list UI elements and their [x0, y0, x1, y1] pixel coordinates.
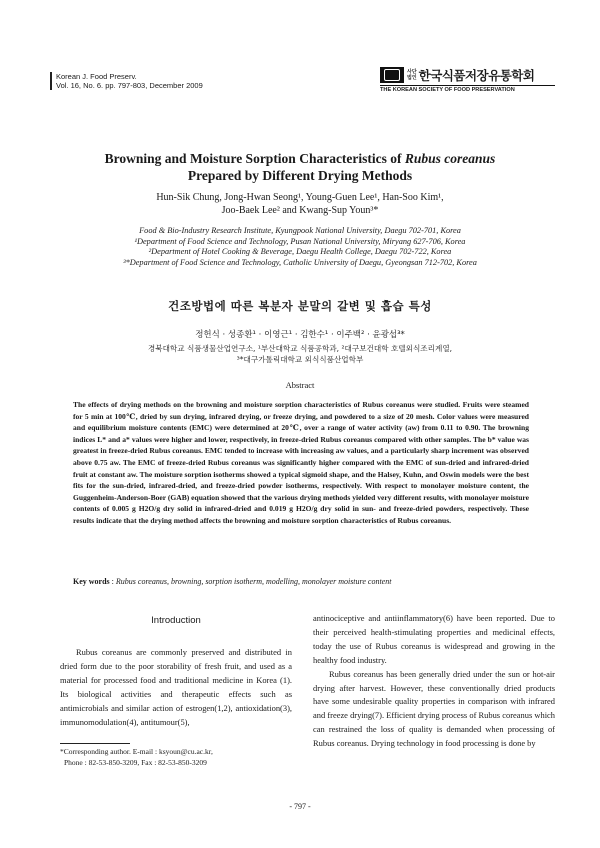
- affiliation-list: [40, 226, 560, 268]
- paragraph: Rubus coreanus are commonly preserved and distributed in dried form due to the poor storability of fresh fruit, and used as a material for processed food and traditional medicine in Korea (1). Its biological activities and therapeutic effects such as antimicrobials and similar action of estrogen(1,2), antioxidation(3), immunomodulation(4), antitumour(5),: [60, 647, 292, 727]
- corresponding-author-footnote: *Corresponding author. E-mail : ksyoun@cu.ac.kr, Phone : 82-53-850-3209, Fax : 82-53-850-3209: [60, 747, 213, 767]
- page-number: - 797 -: [289, 802, 311, 811]
- journal-citation: [50, 72, 203, 90]
- society-name-korean: 한국식품저장유통학회: [418, 68, 535, 83]
- society-prefix: 사단 법인: [407, 69, 417, 81]
- keywords-label: Key words: [73, 577, 110, 586]
- korean-affiliations: 경북대학교 식품생물산업연구소, ¹부산대학교 식품공학과, ²대구보건대학 호텔외식조리계열, ³*대구가톨릭대학교 외식식품산업학부: [147, 344, 453, 364]
- body-column-right: [313, 612, 555, 751]
- body-column-left: [60, 646, 292, 729]
- abstract-heading: Abstract: [285, 380, 315, 390]
- paragraph: antinociceptive and antiinflammatory(6) have been reported. Due to their perceived health-stimulating properties and medicinal effects, today the use of Rubus coreanus is widespread and growing in the healthy food industry.: [313, 613, 555, 665]
- footnote-divider: [60, 743, 130, 744]
- paper-title: Browning and Moisture Sorption Characteristics of Rubus coreanus Prepared by Different Drying Methods: [104, 151, 496, 183]
- journal-name: Korean J. Food Preserv.: [56, 72, 137, 81]
- affiliation: Food & Bio-Industry Research Institute, Kyungpook National University, Daegu 702-701, Korea: [139, 226, 461, 235]
- paragraph: Rubus coreanus has been generally dried under the sun or hot-air drying after harvest. However, these conventionally dried products have some undesirable quality properties in comparison with infrared and freeze drying(7). Efficient drying process of Rubus coreanus which can restrained the loss of quality is demanded when processing of Rubus coreanus. Drying technology in food processing is done by: [313, 668, 555, 749]
- society-logo: [380, 66, 555, 93]
- affiliation: ¹Department of Food Science and Technology, Pusan National University, Miryang 627-706, Korea: [134, 236, 466, 246]
- keywords-text: Rubus coreanus, browning, sorption isotherm, modelling, monolayer moisture content: [115, 577, 392, 586]
- korean-authors: 정헌식 · 성종환¹ · 이영근¹ · 김한수¹ · 이주백² · 윤광섭³*: [195, 330, 405, 340]
- society-emblem-icon: [380, 67, 404, 83]
- introduction-heading: Introduction: [151, 615, 201, 626]
- journal-volume: Vol. 16, No. 6. pp. 797-803, December 2009: [56, 81, 203, 90]
- author-list: Hun-Sik Chung, Jong-Hwan Seong¹, Young-Guen Lee¹, Han-Soo Kim¹, Joo-Baek Lee² and Kwang-Sup Youn³*: [156, 192, 444, 216]
- affiliation: ²Department of Hotel Cooking & Beverage, Daegu Health College, Daegu 702-722, Korea: [148, 247, 452, 256]
- korean-title: 건조방법에 따른 복분자 분말의 갈변 및 흡습 특성: [168, 299, 432, 313]
- affiliation: ³*Department of Food Science and Technology, Catholic University of Daegu, Gyeongsan 712-702, Korea: [123, 257, 477, 267]
- keywords: Key words : Rubus coreanus, browning, sorption isotherm, modelling, monolayer moisture content: [73, 577, 392, 586]
- society-name-english: THE KOREAN SOCIETY OF FOOD PRESERVATION: [380, 85, 555, 93]
- abstract-body: The effects of drying methods on the browning and moisture sorption characteristics of Rubus coreanus were studied. Fruits were steamed for 5 min at 100℃, dried by sun drying, infrared drying, or freeze drying, and powdered to a size of 20 mesh. Color values were measured and equilibrium moisture contents (EMC) were determined at 20℃, over a range of water activity (aw) from 0.11 to 0.90. The browning indices L* and a* values were higher and lower, respectively, in freeze-dried Rubus coreanus compared with other samples. The b* value was greatest in freeze-dried Rubus coreanus. EMC tended to increase with increasing aw values, and a particularly sharp increment was observed above 0.75 aw. The EMC of freeze-dried Rubus coreanus was significantly higher compared with the EMC of sun-dried and infrared-dried fruit at constant aw. The moisture sorption isotherms showed a typical sigmoid shape, and the Halsey, Kuhn, and Oswin models were the best fits for the sun-dried, infrared-dried, and freeze-dried powder isotherms, respectively. With respect to monolayer moisture content, the Guggenheim-Anderson-Boer (GAB) equation showed that the various drying methods yielded very different results, with monolayer moisture contents of 0.005 g H2O/g dry solid in infrared-dried and 0.019 g H2O/g dry solid in sun- and freeze-dried powders, respectively. These results indicate that the drying method affects the browning and moisture sorption characteristics of Rubus coreanus.: [73, 400, 529, 525]
